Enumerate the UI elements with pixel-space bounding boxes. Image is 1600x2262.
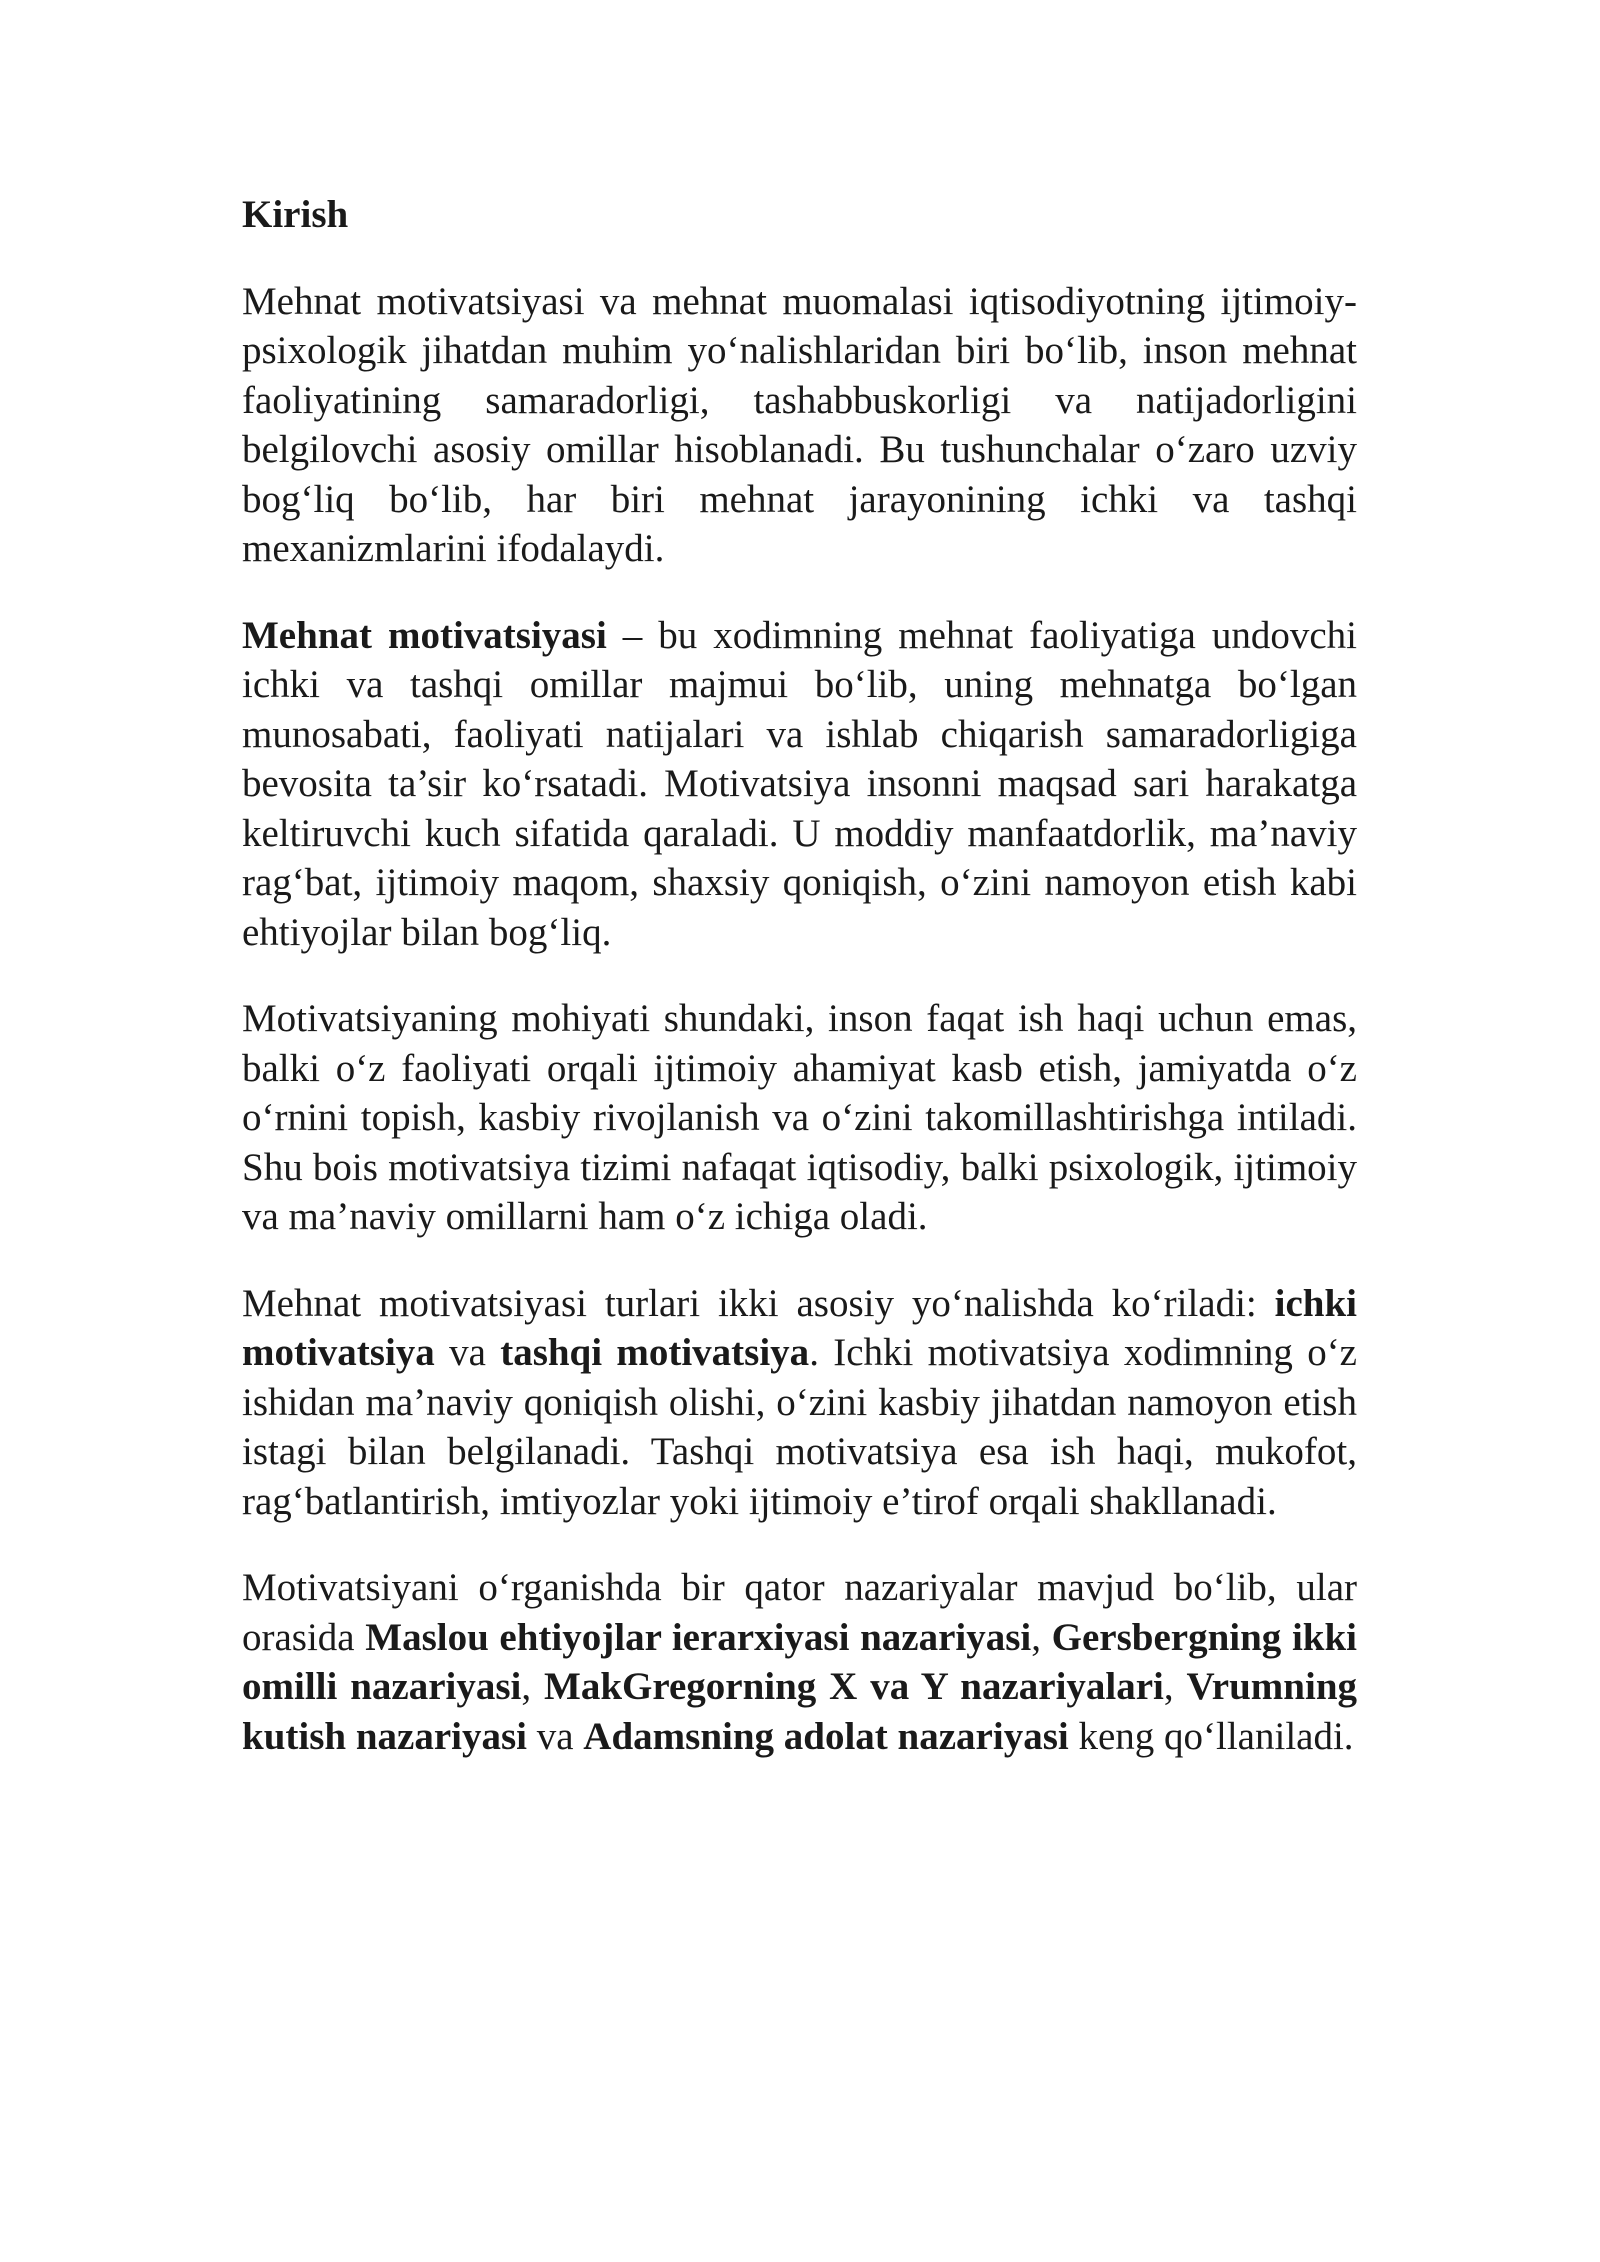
bold-term: ichki motivatsiya <box>242 1281 1357 1374</box>
paragraph-text: va <box>434 1331 501 1374</box>
bold-term: tashqi motivatsiya <box>500 1331 810 1374</box>
paragraph-text: – bu xodimning mehnat faoliyatiga undovchi ichki va tashqi omillar majmui bo‘lib, uning mehnatga bo‘lgan munosabati, faoliyati natijalari va ishlab chiqarish samaradorligiga bevosita ta’sir ko‘rsatadi. Motivatsiya insonni maqsad sari harakatga keltiruvchi kuch sifatida qaraladi. U moddiy manfaatdorlik, ma’naviy rag‘bat, ijtimoiy maqom, shaxsiy qoniqish, o‘zini namoyon etish kabi ehtiyojlar bilan bog‘liq. <box>242 613 1358 954</box>
paragraph-intro <box>242 277 1357 574</box>
bold-term: Mehnat motivatsiyasi <box>242 613 607 657</box>
section-heading: Kirish <box>242 193 349 236</box>
document-page <box>242 190 1357 1798</box>
paragraph-text: , <box>1163 1665 1187 1708</box>
paragraph-essence <box>242 994 1357 1242</box>
paragraph-text: keng qo‘llaniladi. <box>1068 1714 1354 1758</box>
paragraph-text: Mehnat motivatsiyasi turlari ikki asosiy yo‘nalishda ko‘riladi: <box>242 1281 1275 1325</box>
bold-term: Adamsning adolat nazariyasi <box>583 1714 1069 1758</box>
paragraph-text: Motivatsiyani o‘rganishda bir qator nazariyalar mavjud bo‘lib, ular orasida <box>242 1566 1357 1659</box>
paragraph-text: Motivatsiyaning mohiyati shundaki, inson faqat ish haqi uchun emas, balki o‘z faoliyati orqali ijtimoiy ahamiyat kasb etish, jamiyatda o‘z o‘rnini topish, kasbiy rivojlanish va o‘zini takomillashtirishga intiladi. Shu bois motivatsiya tizimi nafaqat iqtisodiy, balki psixologik, ijtimoiy va ma’naviy omillarni ham o‘z ichiga oladi. <box>242 997 1357 1238</box>
bold-term: MakGregorning X va Y nazariyalari <box>544 1665 1164 1708</box>
bold-term: Gersbergning ikki omilli nazariyasi <box>242 1615 1357 1708</box>
paragraph-text: Mehnat motivatsiyasi va mehnat muomalasi iqtisodiyotning ijtimoiy-psixologik jihatdan muhim yo‘nalishlaridan biri bo‘lib, inson mehnat faoliyatining samaradorligi, tashabbuskorligi va natijadorligini belgilovchi asosiy omillar hisoblanadi. Bu tushunchalar o‘zaro uzviy bog‘liq bo‘lib, har biri mehnat jarayonining ichki va tashqi mexanizmlarini ifodalaydi. <box>242 279 1357 570</box>
paragraph-text: . Ichki motivatsiya xodimning o‘z ishidan ma’naviy qoniqish olishi, o‘zini kasbiy jihatdan namoyon etish istagi bilan belgilanadi. Tashqi motivatsiya esa ish haqi, mukofot, rag‘batlantirish, imtiyozlar yoki ijtimoiy e’tirof orqali shakllanadi. <box>242 1331 1357 1523</box>
paragraph-types <box>242 1279 1357 1527</box>
paragraph-text: va <box>526 1714 584 1758</box>
bold-term: Maslou ehtiyojlar ierarxiyasi nazariyasi <box>365 1615 1032 1659</box>
bold-term: Vrumning kutish nazariyasi <box>242 1665 1358 1758</box>
paragraph-text: , <box>521 1665 545 1708</box>
paragraph-text: , <box>1031 1615 1052 1659</box>
paragraph-definition <box>242 611 1357 958</box>
paragraph-theories <box>242 1563 1357 1761</box>
